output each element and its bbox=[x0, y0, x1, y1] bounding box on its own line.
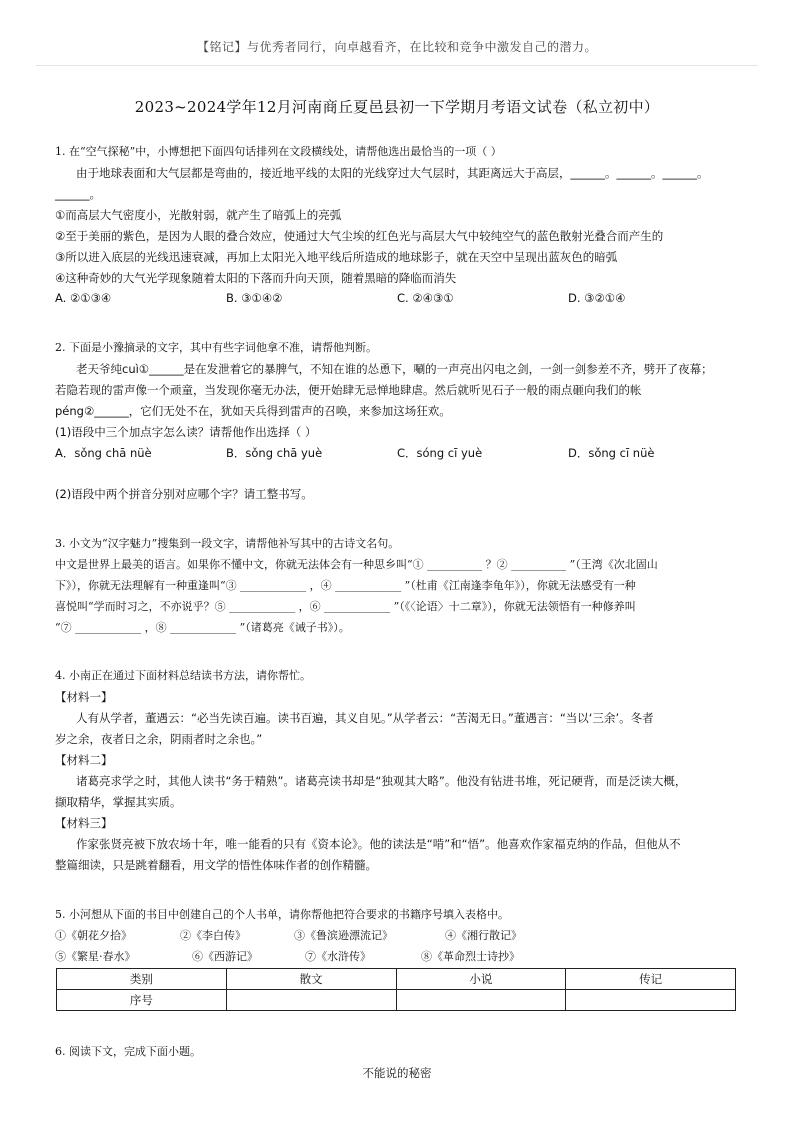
answer-cell-biography[interactable] bbox=[566, 990, 736, 1011]
q5-book-3: ③《鲁滨逊漂流记》 bbox=[294, 929, 393, 942]
q3-stem: 3. 小文为“汉字魅力”搜集到一段文字，请帮他补写其中的古诗文名句。 bbox=[55, 537, 400, 550]
q2-stem: 2. 下面是小豫摘录的文字，其中有些字词他拿不准，请帮他判断。 bbox=[55, 341, 377, 354]
q4-material-3-label: 【材料三】 bbox=[55, 816, 113, 830]
q4-material-2-label: 【材料二】 bbox=[55, 753, 113, 767]
q4-material-1-line-1: 人有从学者，董遇云：“必当先读百遍。读书百遍，其义自见。”从学者云：“苦渴无日。”董遇言：“当以‘三余’。冬者 bbox=[76, 711, 654, 725]
q2-passage-line-2: 若隐若现的雷声像一个顽童，当发现你毫无办法，便开始肆无忌惮地肆虐。然后就听见石子一般的雨点砸向我们的帐 bbox=[55, 383, 642, 397]
q2-option-b[interactable]: B．sǒng chā yuè bbox=[226, 446, 323, 460]
table-header-category: 类别 bbox=[57, 969, 227, 990]
q4-material-3-line-1: 作家张贤亮被下放农场十年，唯一能看的只有《资本论》。他的读法是“啃”和“悟”。他喜欢作家福克纳的作品，但他从不 bbox=[76, 837, 681, 851]
table-header-row bbox=[57, 969, 736, 990]
q5-book-7: ⑦《水浒传》 bbox=[305, 950, 371, 963]
q5-book-4: ④《湘行散记》 bbox=[445, 929, 522, 942]
q4-material-1-label: 【材料一】 bbox=[55, 690, 113, 704]
q2-sub-question-2: (2)语段中两个拼音分别对应哪个字？请工整书写。 bbox=[55, 487, 313, 501]
q6-passage-title: 不能说的秘密 bbox=[362, 1066, 432, 1080]
table-header-prose: 散文 bbox=[226, 969, 396, 990]
header-divider bbox=[36, 65, 758, 66]
q2-option-a[interactable]: A．sǒng chā nüè bbox=[55, 446, 152, 460]
table-row bbox=[57, 990, 736, 1011]
table-header-biography: 传记 bbox=[566, 969, 736, 990]
q3-line-1: 中文是世界上最美的语言。如果你不懂中文，你就无法体会有一种思乡叫“① __________ ？② __________ ”（王湾《次北固山 bbox=[55, 558, 658, 571]
page-title: 2023~2024学年12月河南商丘夏邑县初一下学期月考语文试卷（私立初中） bbox=[134, 98, 660, 116]
q1-stem: 1. 在“空气探秘”中，小博想把下面四句话排列在文段横线处，请帮他选出最恰当的一项（ ） bbox=[55, 145, 502, 158]
q1-sentence-3: ③所以进入底层的光线迅速衰减，再加上太阳光入地平线后所造成的地球影子，就在天空中呈现出蓝灰色的暗弧 bbox=[55, 250, 618, 264]
table-header-novel: 小说 bbox=[396, 969, 566, 990]
q1-sentence-4: ④这种奇妙的大气光学现象随着太阳的下落而升向天顶，随着黑暗的降临而消失 bbox=[55, 271, 457, 285]
q4-material-2-line-2: 撷取精华，掌握其实质。 bbox=[55, 795, 182, 809]
book-list-table bbox=[56, 968, 736, 1011]
q3-line-2: 下》），你就无法理解有一种重逢叫“③ ____________ ，④ ____________ ”（杜甫《江南逢李龟年》），你就无法感受有一种 bbox=[55, 579, 636, 592]
q2-passage-line-3: péng②______，它们无处不在，犹如天兵得到雷声的召唤，来参加这场狂欢。 bbox=[55, 404, 451, 418]
q4-material-2-line-1: 诸葛亮求学之时，其他人读书“务于精熟”。诸葛亮读书却是“独观其大略”。他没有钻进书堆，死记硬背，而是泛读大概， bbox=[76, 774, 687, 788]
q4-material-3-line-2: 整篇细读，只是跳着翻看，用文学的悟性体味作者的创作精髓。 bbox=[55, 858, 377, 872]
q4-stem: 4. 小南正在通过下面材料总结读书方法，请你帮忙。 bbox=[55, 669, 311, 682]
answer-cell-prose[interactable] bbox=[226, 990, 396, 1011]
q5-book-2: ②《李白传》 bbox=[180, 929, 246, 942]
q3-line-3: 喜悦叫“学而时习之，不亦说乎？⑤ ____________ ，⑥ ____________ ”（《〈论语〉十二章》），你就无法领悟有一种修养叫 bbox=[55, 600, 636, 613]
q1-option-a[interactable]: A. ②①③④ bbox=[55, 291, 112, 305]
q1-option-c[interactable]: C. ②④③① bbox=[397, 291, 454, 305]
q2-option-d[interactable]: D．sǒng cī nüè bbox=[568, 446, 655, 460]
q1-sentence-1: ①而高层大气密度小，光散射弱，就产生了暗弧上的亮弧 bbox=[55, 208, 342, 222]
q5-book-5: ⑤《繁星·春水》 bbox=[55, 950, 136, 963]
motto-header: 【铭记】与优秀者同行，向卓越看齐，在比较和竞争中激发自己的潜力。 bbox=[196, 40, 597, 54]
q3-line-4: “⑦ ____________ ，⑧ ____________ ”（诸葛亮《诫子书》）。 bbox=[55, 621, 350, 634]
q1-passage-line-2: ______。 bbox=[55, 187, 101, 201]
q2-sub-question-1: (1)语段中三个加点字怎么读？请帮他作出选择（ ） bbox=[55, 425, 317, 439]
answer-cell-novel[interactable] bbox=[396, 990, 566, 1011]
q1-option-d[interactable]: D. ③②①④ bbox=[568, 291, 626, 305]
table-row-label: 序号 bbox=[57, 990, 227, 1011]
q5-stem: 5. 小河想从下面的书目中创建自己的个人书单，请你帮他把符合要求的书籍序号填入表格中。 bbox=[55, 908, 509, 921]
q6-stem: 6. 阅读下文，完成下面小题。 bbox=[55, 1045, 201, 1058]
q5-book-6: ⑥《西游记》 bbox=[192, 950, 258, 963]
q2-option-c[interactable]: C．sóng cī yuè bbox=[397, 446, 483, 460]
q4-material-1-line-2: 岁之余，夜者日之余，阴雨者时之余也。” bbox=[55, 732, 263, 746]
q1-sentence-2: ②至于美丽的紫色，是因为人眼的叠合效应，使通过大气尘埃的红色光与高层大气中较纯空气的蓝色散射光叠合而产生的 bbox=[55, 229, 664, 243]
q5-book-1: ①《朝花夕拾》 bbox=[55, 929, 132, 942]
q1-passage-line-1: 由于地球表面和大气层都是弯曲的，接近地平线的太阳的光线穿过大气层时，其距离远大于高层，______。______。______。 bbox=[76, 166, 709, 180]
q5-book-8: ⑧《革命烈士诗抄》 bbox=[421, 950, 520, 963]
q2-passage-line-1: 老天爷纯cuì①______是在发泄着它的暴脾气，不知在谁的怂恿下，唰的一声亮出闪电之剑，一剑一剑参差不齐，劈开了夜幕； bbox=[76, 362, 713, 376]
q1-option-b[interactable]: B. ③①④② bbox=[226, 291, 283, 305]
